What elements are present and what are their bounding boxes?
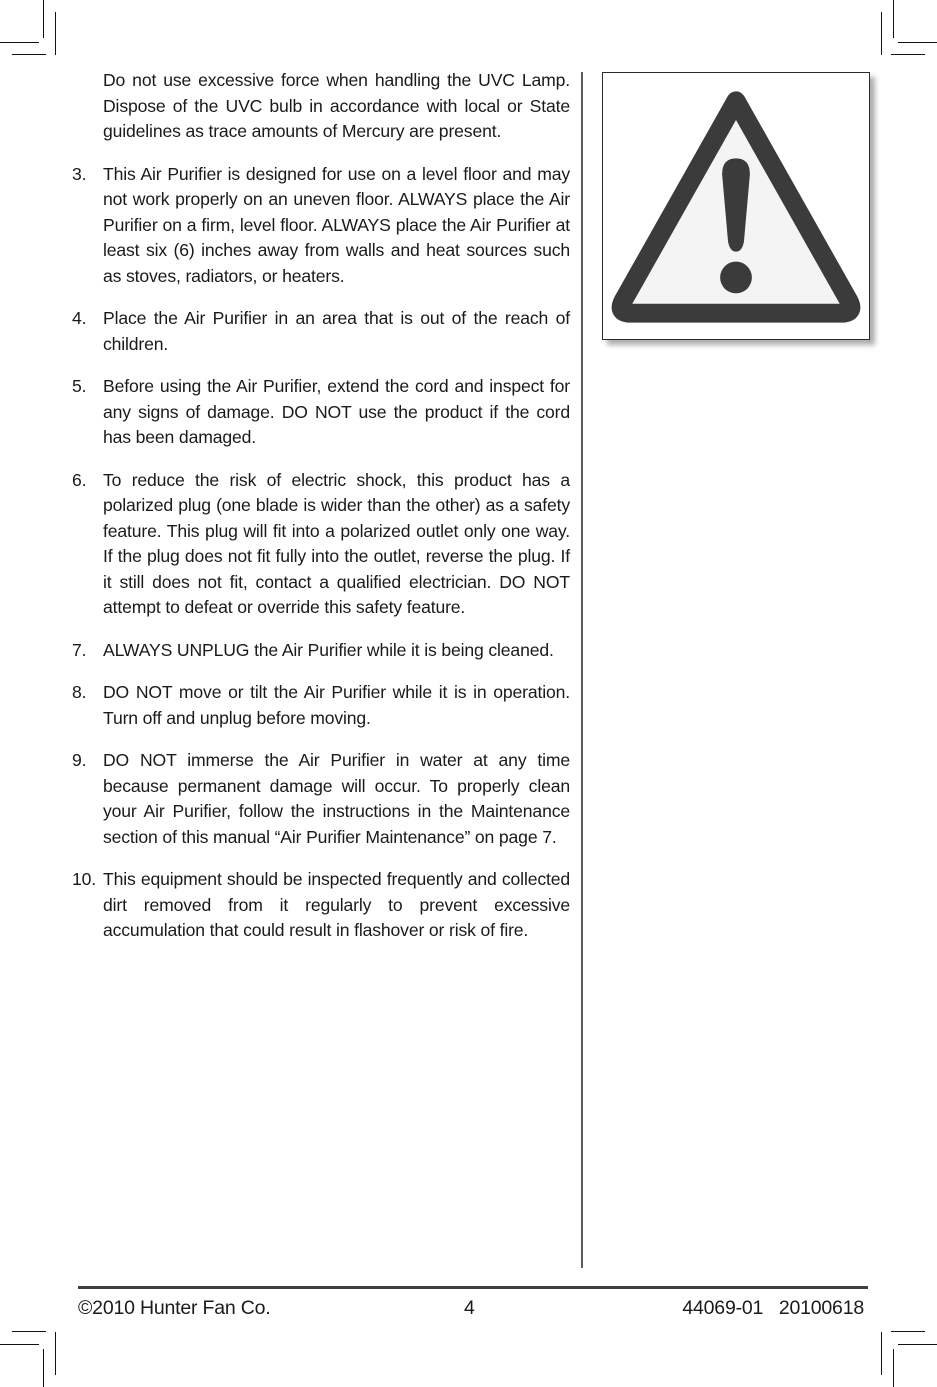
crop-mark-bottom-left: [12, 1331, 46, 1332]
list-item-text: ALWAYS UNPLUG the Air Purifier while it is being cleaned.: [103, 639, 554, 660]
list-item-text: Before using the Air Purifier, extend the cord and inspect for any signs of damage. DO NOT use the product if the cord has been damaged.: [103, 376, 570, 447]
list-item: [72, 638, 570, 664]
list-item-number: 10.: [72, 869, 97, 889]
list-item-number: 5.: [72, 376, 87, 396]
warning-triangle-exclamation-icon: [603, 73, 869, 339]
crop-mark-bottom-left: [43, 1349, 44, 1387]
list-item: [72, 867, 570, 944]
footer-document-id: 44069-01 20100618: [682, 1297, 864, 1319]
crop-mark-top-right: [881, 12, 882, 55]
list-item: [72, 306, 570, 357]
list-item-number: 7.: [72, 639, 87, 660]
list-item-number: 8.: [72, 682, 87, 702]
list-item: [72, 748, 570, 850]
crop-mark-top-left: [0, 42, 39, 43]
list-item-number: 6.: [72, 469, 87, 490]
list-item-text: Place the Air Purifier in an area that is out of the reach of children.: [103, 308, 570, 354]
crop-mark-bottom-right: [891, 1331, 925, 1332]
crop-mark-top-left: [43, 0, 44, 38]
footer-copyright: ©2010 Hunter Fan Co.: [78, 1297, 271, 1319]
list-item: [72, 680, 570, 731]
list-item-number: 3.: [72, 163, 87, 184]
crop-mark-bottom-right: [898, 1344, 937, 1345]
lead-paragraph: Do not use excessive force when handling the UVC Lamp. Dispose of the UVC bulb in accordance with local or State guidelines as trace amounts of Mercury are present.: [103, 70, 570, 141]
footer-divider-rule: [78, 1286, 868, 1289]
crop-mark-bottom-right: [881, 1332, 882, 1375]
list-item-number: 9.: [72, 750, 87, 770]
list-item: [72, 468, 570, 621]
list-item-text: DO NOT immerse the Air Purifier in water at any time because permanent damage will occur. To properly clean your Air Purifier, follow the instructions in the Maintenance section of this manual “Air Purifier Maintenance” on page 7.: [103, 750, 570, 847]
crop-mark-bottom-left: [0, 1344, 39, 1345]
page-footer: [78, 1286, 868, 1327]
safety-instructions-column: [72, 68, 570, 944]
list-item-text: To reduce the risk of electric shock, this product has a polarized plug (one blade is wider than the other) as a safety feature. This plug will fit into a polarized outlet only one way. If the plug does not fit fully into the outlet, reverse the plug. If it still does not fit, contact a qualified electrician. DO NOT attempt to defeat or override this safety feature.: [103, 469, 570, 617]
crop-mark-top-right: [893, 0, 894, 38]
list-item-text: This equipment should be inspected frequently and collected dirt removed from it regularly to prevent excessive accumulation that could result in flashover or risk of fire.: [103, 869, 570, 940]
list-item-number: 4.: [72, 308, 87, 328]
warning-figure-box: [602, 72, 870, 340]
crop-mark-bottom-left: [55, 1332, 56, 1375]
footer-page-number: 4: [464, 1297, 475, 1319]
list-item: [72, 162, 570, 290]
list-item-text: This Air Purifier is designed for use on a level floor and may not work properly on an uneven floor. ALWAYS place the Air Purifier on a firm, level floor. ALWAYS place the Air Purifier at least six (6) inches away from walls and heat sources such as stoves, radiators, or heaters.: [103, 163, 570, 286]
crop-mark-top-left: [12, 54, 46, 55]
list-item-text: DO NOT move or tilt the Air Purifier while it is in operation. Turn off and unplug before moving.: [103, 682, 570, 728]
list-item: [72, 374, 570, 451]
crop-mark-top-right: [898, 42, 937, 43]
numbered-safety-list: [72, 162, 570, 944]
crop-mark-top-right: [891, 54, 925, 55]
crop-mark-top-left: [55, 12, 56, 55]
footer-row: [78, 1293, 868, 1327]
column-divider: [581, 72, 583, 1268]
crop-mark-bottom-right: [893, 1349, 894, 1387]
